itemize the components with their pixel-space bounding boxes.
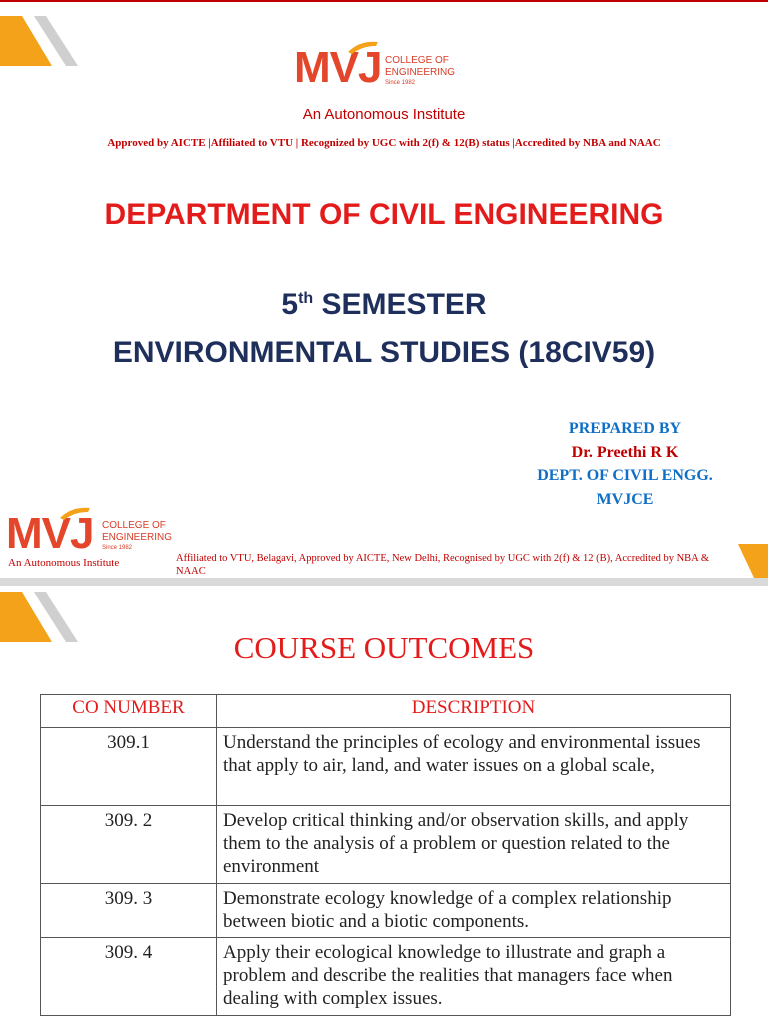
footer-affiliation: Affiliated to VTU, Belagavi, Approved by AICTE, New Delhi, Recognised by UGC with 2(f) & 12 (B), Accredited by NBA & NAAC (176, 553, 709, 577)
footer-corner-accent-icon (734, 544, 768, 578)
co-number-cell: 309. 2 (41, 806, 217, 884)
footer-logo-line1: COLLEGE OF (102, 520, 166, 531)
logo-swoosh-icon (346, 38, 380, 54)
header-description: DESCRIPTION (217, 695, 731, 728)
prepared-by-block (500, 417, 750, 511)
semester-suffix: th (298, 290, 314, 307)
footer-logo-swoosh-icon (58, 504, 92, 520)
table-header-row (41, 695, 731, 728)
autonomous-label: An Autonomous Institute (302, 106, 466, 123)
co-number-cell: 309. 3 (41, 884, 217, 938)
semester-number: 5 (281, 288, 299, 321)
description-cell: Understand the principles of ecology and environmental issues that apply to air, land, and water issues on a global scale, (217, 728, 731, 806)
description-cell: Apply their ecological knowledge to illustrate and graph a problem and describe the realities that managers face when dealing with complex issues. (217, 938, 731, 1016)
prepared-by-label: PREPARED BY (568, 420, 682, 437)
header-co-number: CO NUMBER (41, 695, 217, 728)
author-name: Dr. Preethi R K (571, 443, 679, 461)
footer-logo-since: Since 1982 (102, 545, 133, 551)
semester-word: SEMESTER (313, 288, 487, 321)
footer-logo (6, 504, 176, 556)
approval-line: Approved by AICTE |Affiliated to VTU | Recognized by UGC with 2(f) & 12(B) status |Accredited by NBA and NAAC (107, 137, 661, 149)
logo-since: Since 1982 (385, 80, 416, 86)
table-row (41, 884, 731, 938)
description-cell: Demonstrate ecology knowledge of a complex relationship between biotic and a biotic components. (217, 884, 731, 938)
semester-heading (0, 288, 768, 322)
top-accent-line (0, 0, 768, 2)
course-outcomes-table (40, 694, 731, 1016)
slide-separator (0, 578, 768, 586)
footer-autonomous: An Autonomous Institute (8, 557, 120, 569)
course-outcomes-title: COURSE OUTCOMES (233, 630, 535, 665)
logo-line2: ENGINEERING (385, 67, 456, 78)
co-number-cell: 309.1 (41, 728, 217, 806)
table-row (41, 806, 731, 884)
course-outcomes-slide (0, 586, 768, 1024)
author-college: MVJCE (596, 490, 654, 508)
table-row (41, 728, 731, 806)
author-dept: DEPT. OF CIVIL ENGG. (537, 467, 713, 484)
description-cell: Develop critical thinking and/or observation skills, and apply them to the analysis of a problem or question related to the environment (217, 806, 731, 884)
corner-accent-icon (0, 14, 80, 68)
college-logo (294, 38, 474, 90)
footer-logo-mark: MVJ (6, 509, 94, 558)
co-number-cell: 309. 4 (41, 938, 217, 1016)
department-title: DEPARTMENT OF CIVIL ENGINEERING (104, 198, 664, 231)
logo-line1: COLLEGE OF (385, 55, 449, 66)
course-title: ENVIRONMENTAL STUDIES (18CIV59) (112, 336, 656, 369)
footer-logo-line2: ENGINEERING (102, 532, 173, 543)
logo-mark: MVJ (294, 43, 382, 92)
table-row (41, 938, 731, 1016)
